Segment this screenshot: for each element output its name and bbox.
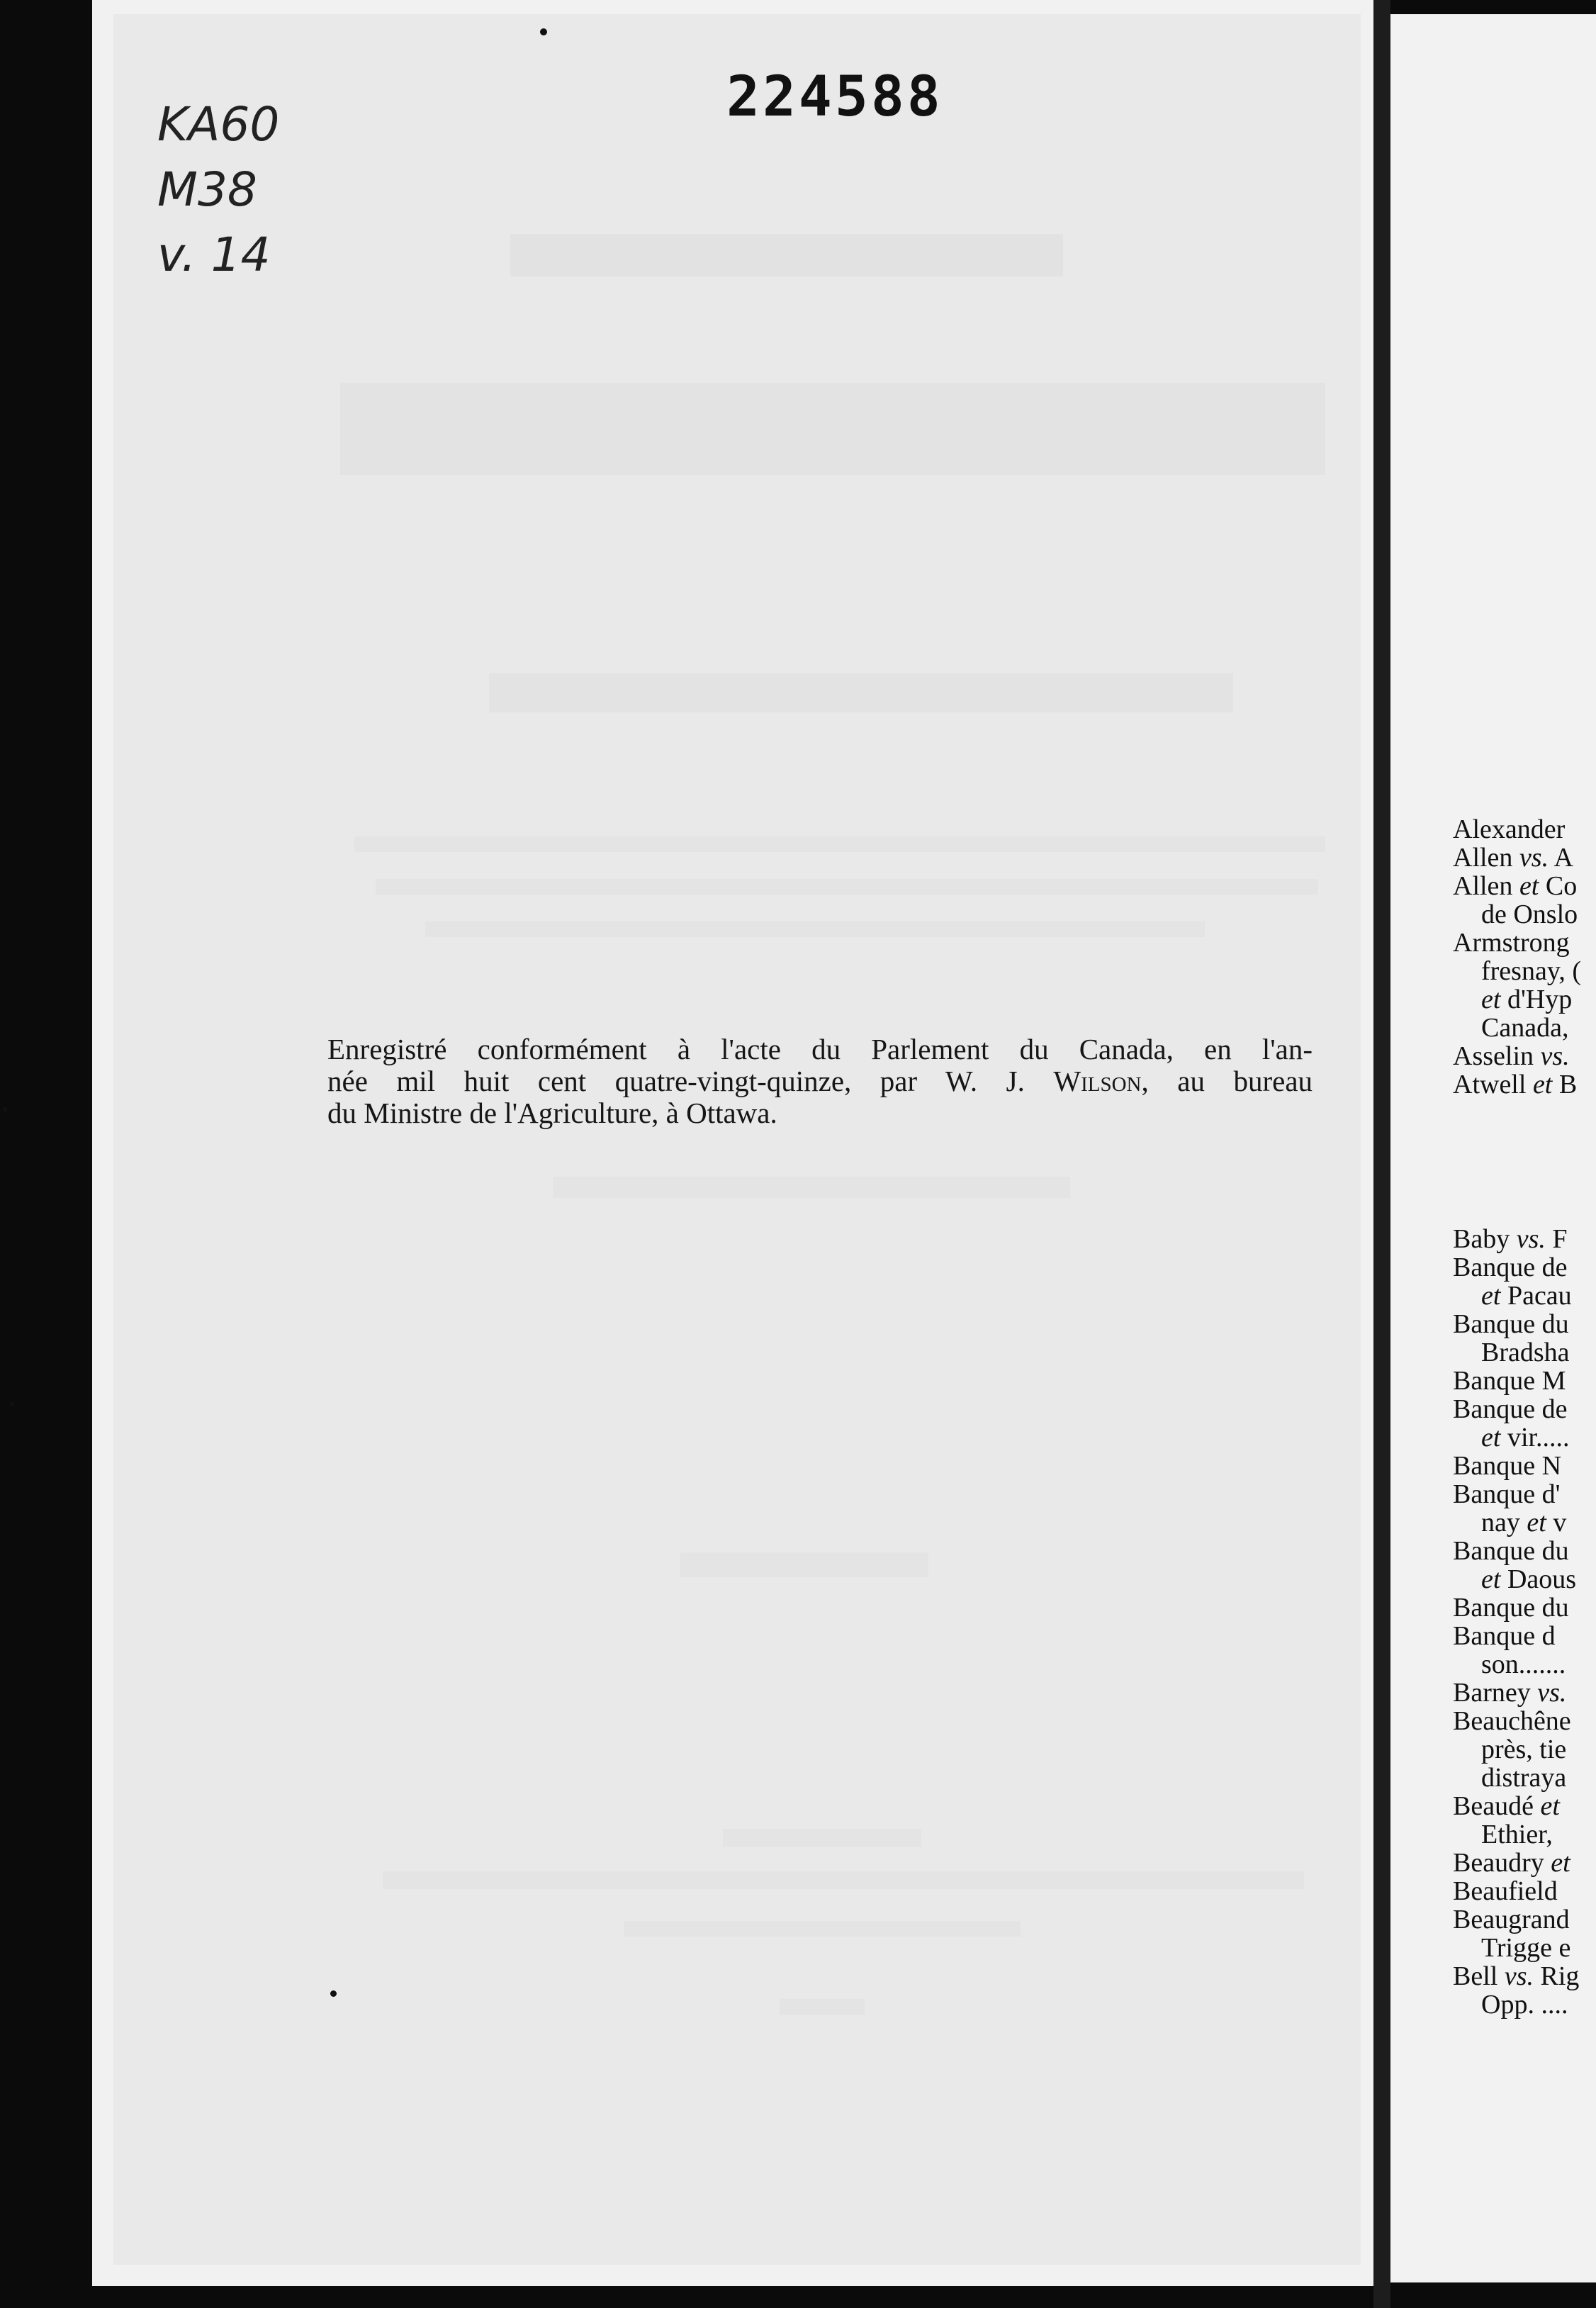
- index-entry: Opp. ....: [1481, 1990, 1568, 2020]
- ink-speck: [540, 28, 547, 35]
- index-connector: vs.: [1504, 1961, 1534, 1991]
- handwritten-call-number: [157, 92, 370, 288]
- bleed-through-mark: [425, 921, 1205, 937]
- index-entry: son.......: [1481, 1649, 1566, 1679]
- bleed-through-mark: [376, 879, 1318, 895]
- index-entry: Alexander: [1453, 815, 1566, 844]
- index-entry: Banque du: [1453, 1593, 1569, 1623]
- notice-line: du Ministre de l'Agriculture, à Ottawa.: [327, 1097, 777, 1129]
- index-entry: Armstrong: [1453, 928, 1570, 958]
- index-entry: Baby vs. F: [1453, 1224, 1568, 1254]
- index-connector: et: [1532, 1070, 1553, 1099]
- notice-line: Enregistré conformément à l'acte du Parlement du Canada, en l'an-: [327, 1033, 1313, 1065]
- left-page: [92, 0, 1375, 2286]
- index-entry: Banque d': [1453, 1479, 1561, 1509]
- index-entry: Banque M: [1453, 1366, 1566, 1396]
- index-entry: Beaugrand: [1453, 1905, 1570, 1934]
- index-entry: Beaudry et: [1453, 1848, 1570, 1878]
- index-entry: Canada,: [1481, 1013, 1569, 1043]
- index-entry: et d'Hyp: [1481, 985, 1573, 1014]
- index-entry: Bradsha: [1481, 1338, 1570, 1367]
- bleed-through-mark: [624, 1921, 1021, 1937]
- index-entry: Ethier,: [1481, 1820, 1553, 1849]
- notice-line: [327, 1065, 1313, 1097]
- index-entry: de Onslo: [1481, 900, 1578, 929]
- ink-speck: [10, 1402, 14, 1406]
- index-connector: et: [1481, 1423, 1501, 1452]
- index-entry: Banque d: [1453, 1621, 1556, 1651]
- bleed-through-mark: [780, 1999, 865, 2015]
- index-connector: et: [1481, 1564, 1501, 1594]
- ink-speck: [3, 1107, 7, 1111]
- index-entry: près, tie: [1481, 1735, 1567, 1764]
- index-entry: et Pacau: [1481, 1281, 1572, 1311]
- index-entry: Banque de: [1453, 1394, 1568, 1424]
- index-entry: et vir.....: [1481, 1423, 1570, 1452]
- bleed-through-mark: [680, 1552, 928, 1577]
- index-entry: distraya: [1481, 1763, 1567, 1793]
- index-entry: Beaudé et: [1453, 1791, 1560, 1821]
- accession-stamp: 224588: [726, 65, 943, 129]
- author-name: Wilson: [1053, 1065, 1142, 1097]
- index-connector: vs.: [1537, 1678, 1567, 1708]
- call-number-line: KA60: [157, 97, 280, 152]
- index-connector: et: [1551, 1848, 1570, 1878]
- index-connector: et: [1481, 985, 1501, 1014]
- index-connector: et: [1540, 1791, 1560, 1821]
- bleed-through-mark: [489, 673, 1233, 712]
- index-entry: Banque du: [1453, 1309, 1569, 1339]
- index-entry: Banque N: [1453, 1451, 1562, 1481]
- ink-speck: [330, 1990, 337, 1997]
- index-entry: Bell vs. Rig: [1453, 1961, 1580, 1991]
- index-entry: Beaufield: [1453, 1876, 1558, 1906]
- index-connector: et: [1527, 1508, 1546, 1537]
- index-entry: Asselin vs.: [1453, 1041, 1570, 1071]
- index-entry: Banque du: [1453, 1536, 1569, 1566]
- bleed-through-mark: [723, 1829, 921, 1847]
- bleed-through-mark: [553, 1177, 1070, 1198]
- index-entry: fresnay, (: [1481, 956, 1582, 986]
- facing-page-index: [1453, 815, 1596, 2141]
- index-connector: et: [1519, 871, 1539, 901]
- index-connector: vs.: [1516, 1224, 1546, 1254]
- index-connector: vs.: [1540, 1041, 1570, 1071]
- call-number-line: v. 14: [157, 228, 271, 282]
- index-connector: et: [1481, 1281, 1501, 1311]
- bleed-through-mark: [383, 1871, 1304, 1889]
- notice-text: , au bureau: [1141, 1065, 1313, 1097]
- index-entry: nay et v: [1481, 1508, 1567, 1537]
- bleed-through-mark: [340, 383, 1325, 475]
- call-number-line: M38: [157, 162, 257, 217]
- index-entry: Allen vs. A: [1453, 843, 1573, 873]
- page-gutter: [1373, 0, 1390, 2308]
- index-entry: Trigge e: [1481, 1933, 1571, 1963]
- index-entry: et Daous: [1481, 1564, 1577, 1594]
- index-entry: Atwell et B: [1453, 1070, 1578, 1099]
- bleed-through-mark: [354, 836, 1325, 852]
- bleed-through-mark: [510, 234, 1063, 276]
- index-connector: vs.: [1519, 843, 1549, 873]
- notice-text: née mil huit cent quatre-vingt-quinze, par W. J.: [327, 1065, 1025, 1097]
- index-entry: Beauchêne: [1453, 1706, 1571, 1736]
- copyright-registration-notice: [327, 1033, 1313, 1129]
- index-entry: Allen et Co: [1453, 871, 1578, 901]
- index-entry: Barney vs.: [1453, 1678, 1567, 1708]
- index-entry: Banque de: [1453, 1253, 1568, 1282]
